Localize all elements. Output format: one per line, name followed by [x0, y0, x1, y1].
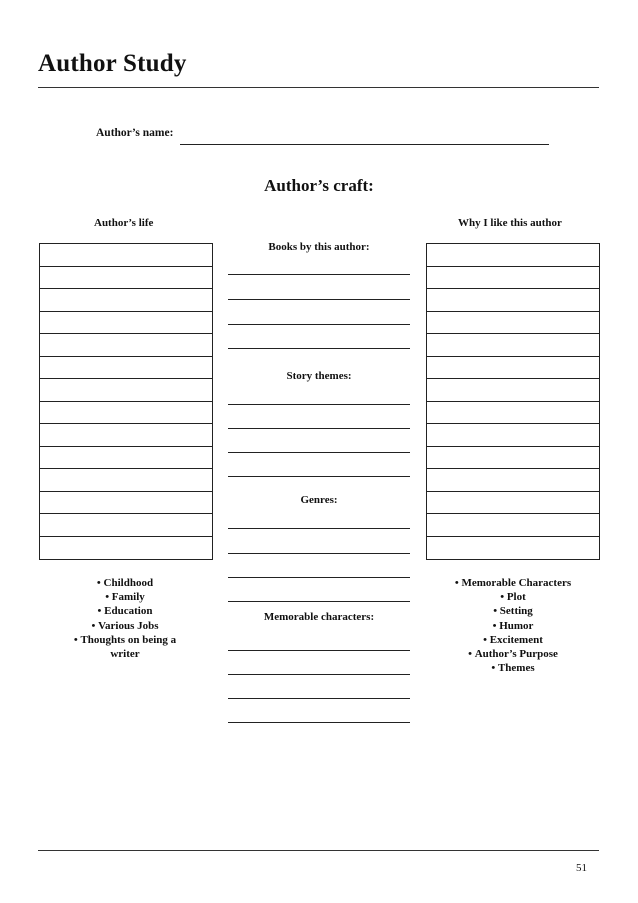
- grid-row-cell[interactable]: [40, 424, 212, 447]
- authors-name-field[interactable]: [180, 144, 549, 145]
- grid-row-cell[interactable]: [40, 312, 212, 335]
- characters-line[interactable]: [228, 722, 410, 723]
- genres-line[interactable]: [228, 601, 410, 602]
- why-i-like-bullet-list: [423, 576, 603, 675]
- why-i-like-heading: Why I like this author: [458, 217, 562, 229]
- grid-row-cell[interactable]: [427, 447, 599, 470]
- bullet-item: • Thoughts on being a writer: [35, 633, 215, 661]
- grid-row-cell[interactable]: [40, 537, 212, 560]
- bullet-item: • Memorable Characters: [423, 576, 603, 590]
- books-by-author-label: Books by this author:: [268, 241, 370, 253]
- grid-row-cell[interactable]: [427, 469, 599, 492]
- why-i-like-grid: [426, 243, 600, 560]
- grid-row-cell[interactable]: [40, 244, 212, 267]
- footer-rule: [38, 850, 599, 851]
- grid-row-cell[interactable]: [427, 537, 599, 560]
- authors-craft-title: Author’s craft:: [264, 176, 374, 195]
- themes-line[interactable]: [228, 476, 410, 477]
- story-themes-label: Story themes:: [286, 370, 352, 382]
- authors-life-grid: [39, 243, 213, 560]
- header-rule: [38, 87, 599, 88]
- genres-label: Genres:: [300, 494, 338, 506]
- books-line[interactable]: [228, 324, 410, 325]
- themes-line[interactable]: [228, 404, 410, 405]
- characters-line[interactable]: [228, 674, 410, 675]
- themes-line[interactable]: [228, 452, 410, 453]
- books-line[interactable]: [228, 348, 410, 349]
- bullet-item: • Various Jobs: [35, 619, 215, 633]
- page-number: 51: [576, 862, 587, 874]
- grid-row-cell[interactable]: [40, 267, 212, 290]
- characters-line[interactable]: [228, 650, 410, 651]
- authors-life-heading: Author’s life: [94, 217, 154, 229]
- bullet-item: • Author’s Purpose: [423, 647, 603, 661]
- authors-life-bullet-list: [35, 576, 215, 661]
- themes-line[interactable]: [228, 428, 410, 429]
- grid-row-cell[interactable]: [40, 379, 212, 402]
- characters-line[interactable]: [228, 698, 410, 699]
- grid-row-cell[interactable]: [427, 267, 599, 290]
- books-line[interactable]: [228, 299, 410, 300]
- bullet-item: • Humor: [423, 619, 603, 633]
- grid-row-cell[interactable]: [40, 492, 212, 515]
- page-title: Author Study: [38, 50, 187, 77]
- bullet-item: • Plot: [423, 590, 603, 604]
- bullet-item: • Setting: [423, 604, 603, 618]
- bullet-item: • Family: [35, 590, 215, 604]
- grid-row-cell[interactable]: [427, 492, 599, 515]
- grid-row-cell[interactable]: [427, 424, 599, 447]
- grid-row-cell[interactable]: [427, 334, 599, 357]
- bullet-item: • Themes: [423, 661, 603, 675]
- grid-row-cell[interactable]: [40, 357, 212, 380]
- grid-row-cell[interactable]: [40, 447, 212, 470]
- grid-row-cell[interactable]: [427, 402, 599, 425]
- authors-name-label: Author’s name:: [96, 127, 174, 139]
- bullet-item: • Education: [35, 604, 215, 618]
- genres-line[interactable]: [228, 528, 410, 529]
- grid-row-cell[interactable]: [427, 379, 599, 402]
- grid-row-cell[interactable]: [427, 357, 599, 380]
- bullet-item: • Childhood: [35, 576, 215, 590]
- grid-row-cell[interactable]: [427, 312, 599, 335]
- memorable-characters-label: Memorable characters:: [263, 611, 375, 623]
- grid-row-cell[interactable]: [40, 334, 212, 357]
- grid-row-cell[interactable]: [427, 514, 599, 537]
- books-line[interactable]: [228, 274, 410, 275]
- bullet-item: • Excitement: [423, 633, 603, 647]
- grid-row-cell[interactable]: [427, 289, 599, 312]
- genres-line[interactable]: [228, 577, 410, 578]
- grid-row-cell[interactable]: [40, 402, 212, 425]
- grid-row-cell[interactable]: [427, 244, 599, 267]
- grid-row-cell[interactable]: [40, 289, 212, 312]
- genres-line[interactable]: [228, 553, 410, 554]
- grid-row-cell[interactable]: [40, 514, 212, 537]
- grid-row-cell[interactable]: [40, 469, 212, 492]
